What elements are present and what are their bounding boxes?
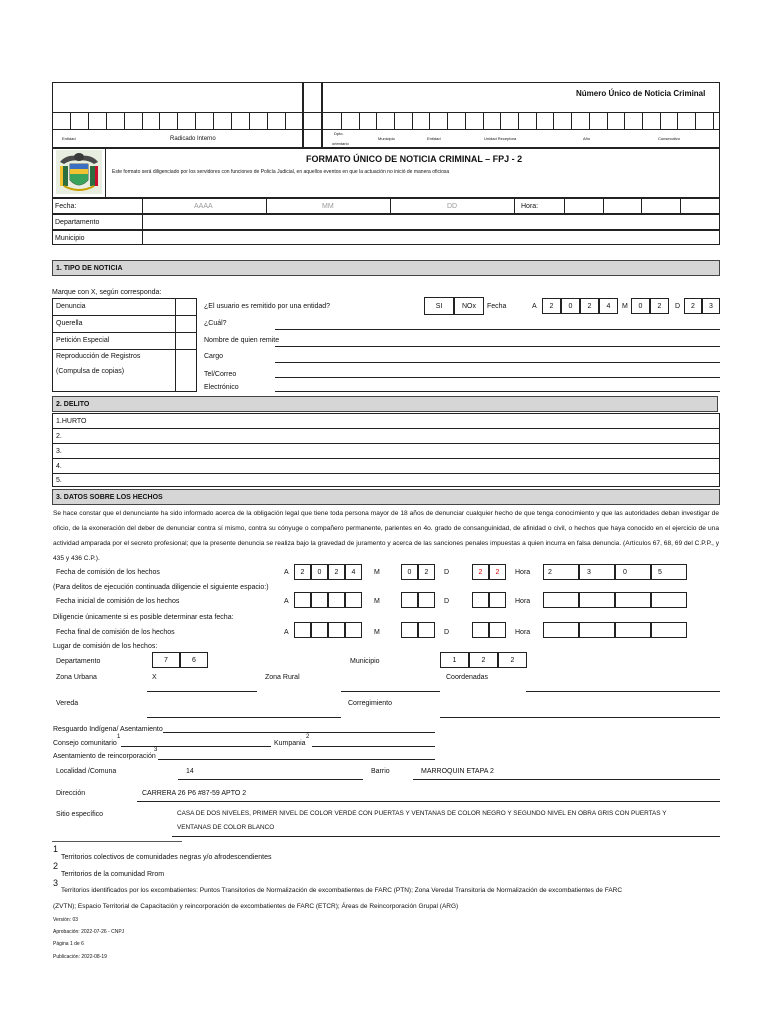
consejo-label: Consejo comunitario [53, 740, 117, 747]
cual-line[interactable] [275, 329, 720, 330]
zona-urbana-mark[interactable]: X [152, 674, 157, 681]
sitio-value-1[interactable]: CASA DE DOS NIVELES, PRIMER NIVEL DE COLOR VERDE CON PUERTAS Y VENTANAS DE COLOR NEGRO Y SEGUNDO NIVEL EN OBRA GRIS CON PUERTAS Y [177, 810, 667, 817]
anio-digit-1[interactable] [542, 298, 561, 314]
code-digit-cell-divider [607, 112, 608, 129]
marque-instruccion: Marque con X, según corresponda: [52, 289, 162, 296]
label-entidad: Entidad [62, 136, 76, 141]
fc-hora-3[interactable] [615, 564, 651, 580]
si-checkbox[interactable] [424, 297, 454, 315]
code-digit-cell-divider [303, 112, 304, 129]
footnote-3-text-b: (ZVTN); Espacio Territorial de Capacitación y reincorporación de excombatientes de FARC (ETCR); Áreas de Reincorporación Grupal (ARG) [53, 903, 459, 910]
mm-divider [390, 198, 391, 214]
anio-label: A [532, 303, 537, 310]
footnote-3-text-a: Territorios identificados por los excombatientes: Puntos Transitorios de Normalización de excombatientes de FARC (PTN); Zona Veredal Transitoria de Normalización de excombatientes de FARC [61, 887, 623, 894]
code-digit-cell-divider [429, 112, 430, 129]
code-digit-cell-divider [447, 112, 448, 129]
direccion-value[interactable]: CARRERA 26 P6 #87-59 APTO 2 [142, 790, 247, 797]
resguardo-line[interactable] [163, 732, 435, 733]
opcion-compulsa-copias: (Compulsa de copias) [56, 368, 125, 375]
municipio-row [52, 230, 720, 245]
fi-anio-1[interactable] [294, 592, 311, 608]
code-row-bottom [52, 129, 720, 130]
mm-placeholder: MM [322, 203, 334, 210]
fecha-comision-label: Fecha de comisión de los hechos [56, 569, 160, 576]
fc-m-label: M [374, 569, 380, 576]
code-digit-cell-divider [624, 112, 625, 129]
anio-digit-2-value: 0 [568, 302, 573, 310]
anio-digit-2[interactable] [561, 298, 580, 314]
zona-rural-line[interactable] [341, 691, 440, 692]
fi-a-label: A [284, 598, 289, 605]
code-row-top [52, 112, 720, 113]
localidad-label: Localidad /Comuna [56, 768, 117, 775]
ff-anio-1[interactable] [294, 622, 311, 638]
hora-label: Hora: [521, 203, 539, 210]
cual-label: ¿Cuál? [204, 320, 227, 327]
ff-d-label: D [444, 629, 450, 636]
fc-hora-4[interactable] [651, 564, 687, 580]
code-digit-cell-divider [213, 112, 214, 129]
label-anio: Año [583, 136, 591, 141]
nota-continuada: (Para delitos de ejecución continuada diligencie el siguiente espacio:) [53, 584, 269, 591]
pregunta-entidad: ¿El usuario es remitido por una entidad? [204, 303, 331, 310]
delito-divider-4 [52, 473, 720, 474]
opcion-peticion-especial[interactable]: Petición Especial [56, 337, 110, 344]
vereda-label: Vereda [56, 700, 79, 707]
mun-digit-2[interactable] [469, 652, 498, 668]
fi-d-label: D [444, 598, 450, 605]
section-1-title: 1. TIPO DE NOTICIA [56, 264, 123, 272]
ff-mes-1[interactable] [401, 622, 418, 638]
ff-hora-4[interactable] [651, 622, 687, 638]
opcion-denuncia[interactable]: Denuncia [56, 303, 86, 310]
label-orientario: orientario [332, 141, 349, 146]
pagina-text: Página 1 de 6 [53, 941, 84, 947]
ff-a-label: A [284, 629, 289, 636]
dia-digit-1[interactable] [684, 298, 702, 314]
si-label: SI [435, 302, 443, 310]
label-unidad-receptora: Unidad Receptora [484, 136, 517, 141]
code-digit-cell-divider [195, 112, 196, 129]
fc-dia-1[interactable] [472, 564, 489, 580]
hora-cell-2 [641, 198, 642, 214]
footnote-2-text: Territorios de la comunidad Rrom [61, 871, 165, 878]
aprobacion-text: Aprobación: 2022-07-26 - CNPJ [53, 929, 125, 935]
sitio-line [172, 836, 720, 837]
mes-digit-1[interactable] [631, 298, 650, 314]
ff-anio-2[interactable] [311, 622, 328, 638]
code-digit-cell-divider [267, 112, 268, 129]
zona-urbana-label: Zona Urbana [56, 674, 97, 681]
code-digit-cell-divider [142, 112, 143, 129]
kumpania-superscript: 2 [306, 734, 310, 740]
fi-dia-1[interactable] [472, 592, 489, 608]
dep-digit-1-value: 7 [164, 656, 168, 664]
ff-mes-2[interactable] [418, 622, 435, 638]
hora-cell-3 [680, 198, 681, 214]
opcion-reproduccion-registros[interactable]: Reproducción de Registros [56, 353, 141, 360]
electronico-label: Electrónico [204, 384, 239, 391]
tel-correo-line[interactable] [275, 377, 720, 378]
coordenadas-line[interactable] [526, 691, 720, 692]
electronico-line[interactable] [275, 391, 720, 392]
fc-mes-1-value: 0 [407, 568, 412, 576]
opcion-querella[interactable]: Querella [56, 320, 83, 327]
anio-digit-3-value: 2 [587, 302, 592, 310]
anio-digit-1-value: 2 [549, 302, 554, 310]
asentamiento-line[interactable] [158, 759, 435, 760]
mun-digit-3[interactable] [498, 652, 527, 668]
mes-digit-1-value: 0 [638, 302, 643, 310]
cargo-line[interactable] [275, 362, 720, 363]
footnote-2-number: 2 [53, 861, 59, 871]
section-2-header [52, 396, 718, 412]
fc-mes-2[interactable] [418, 564, 435, 580]
footnote-1-number: 1 [53, 844, 59, 854]
label-consecutivo: Consecutivo [658, 136, 681, 141]
code-digit-cell-divider [52, 112, 53, 129]
kumpania-line[interactable] [312, 746, 435, 747]
no-checkbox[interactable] [454, 297, 484, 315]
nota-fecha-final: Diligencie únicamente si es posible determinar esta fecha: [53, 614, 234, 621]
code-digit-cell-divider [359, 112, 360, 129]
asentamiento-label: Asentamiento de reincorporación [53, 753, 156, 760]
code-digit-cell-divider [341, 112, 342, 129]
code-digit-cell-divider [518, 112, 519, 129]
nombre-remite-label: Nombre de quien remite [204, 337, 280, 344]
version-text: Versión: 03 [53, 917, 79, 923]
coordenadas-label: Coordenadas [446, 674, 489, 681]
delito-divider-3 [52, 458, 720, 459]
fc-hora-2-value: 3 [587, 568, 591, 576]
fi-hora-label: Hora [515, 598, 531, 605]
resguardo-label: Resguardo Indígena/ Asentamiento [53, 726, 163, 733]
fc-hora-3-value: 0 [623, 568, 627, 576]
dep-digit-1[interactable] [152, 652, 180, 668]
aaaa-placeholder: AAAA [194, 203, 213, 210]
section-1-header [52, 260, 720, 276]
aviso-legal-parrafo: Se hace constar que el denunciante ha sido informado acerca de la obligación legal que tiene toda persona mayor de 18 años de denunciar cualquier hecho de que tenga conocimiento y que las autoridades deban investigar de oficio, de la exoneración del deber de denunciar contra sí mismo, contra su cónyuge o compañero permanente, parientes en 4o. grado de consanguinidad, de afinidad o civil, o hechos que haya conocido en el ejercicio de una actividad amparada por el secreto profesional; que la presente denuncia se realiza bajo la gravedad de juramento y acerca de las sanciones penales impuestas a quien incurra en falsa denuncia. (Artículos 67, 68, 69 del C.P.P., y 435 y 436 C.P.). [53, 510, 719, 562]
fecha-label: Fecha: [55, 203, 77, 210]
asentamiento-superscript: 3 [154, 747, 158, 753]
dia-digit-2[interactable] [702, 298, 720, 314]
fi-hora-4[interactable] [651, 592, 687, 608]
code-digit-cell-divider [231, 112, 232, 129]
fc-mes-2-value: 2 [424, 568, 429, 576]
code-digit-cell-divider [177, 112, 178, 129]
form-subtitle: Este formato será diligenciado por los servidores con funciones de Policía Judicial, en aquellos eventos en que la actuación no inició de manera oficiosa [112, 169, 450, 175]
corregimiento-label: Corregimiento [348, 700, 392, 707]
fi-dia-2[interactable] [489, 592, 506, 608]
dep-digit-2[interactable] [180, 652, 208, 668]
dia-digit-2-value: 3 [709, 302, 713, 310]
dia-digit-1-value: 2 [691, 302, 695, 310]
localidad-line [178, 779, 363, 780]
sitio-value-2[interactable]: VENTANAS DE COLOR BLANCO [177, 824, 275, 831]
fc-a-label: A [284, 569, 289, 576]
colombia-coat-of-arms-icon [56, 150, 102, 194]
mes-digit-2[interactable] [650, 298, 669, 314]
fi-anio-4[interactable] [345, 592, 362, 608]
fc-anio-1-value: 2 [300, 568, 305, 576]
fi-anio-3[interactable] [328, 592, 345, 608]
fc-mes-1[interactable] [401, 564, 418, 580]
code-digit-cell-divider [70, 112, 71, 129]
label-col-divider [142, 198, 143, 245]
barrio-label: Barrio [371, 768, 390, 775]
code-digit-cell-divider [88, 112, 89, 129]
fc-anio-3[interactable] [328, 564, 345, 580]
fc-anio-4[interactable] [345, 564, 362, 580]
lugar-departamento-label: Departamento [56, 658, 101, 665]
ff-hora-2[interactable] [579, 622, 615, 638]
code-digit-cell-divider [553, 112, 554, 129]
nombre-remite-line[interactable] [275, 346, 720, 347]
ff-anio-3[interactable] [328, 622, 345, 638]
fi-anio-2[interactable] [311, 592, 328, 608]
mun-digit-1-value: 1 [452, 656, 457, 664]
kumpania-label: Kumpania [274, 740, 306, 747]
code-digit-cell-divider [106, 112, 107, 129]
code-digit-cell-divider [249, 112, 250, 129]
numero-unico-title: Número Único de Noticia Criminal [576, 89, 706, 98]
barrio-value[interactable]: MARROQUIN ETAPA 2 [421, 768, 494, 775]
aaaa-divider [266, 198, 267, 214]
fc-hora-2[interactable] [579, 564, 615, 580]
delito-5[interactable]: 5. [56, 477, 62, 484]
delito-2[interactable]: 2. [56, 433, 62, 440]
barrio-line [413, 779, 720, 780]
localidad-value[interactable]: 14 [186, 768, 194, 775]
footnote-3-number: 3 [53, 878, 59, 888]
code-digit-cell-divider [500, 112, 501, 129]
label-entidad-2: Entidad [427, 136, 441, 141]
consejo-superscript: 1 [117, 734, 121, 740]
fi-hora-3[interactable] [615, 592, 651, 608]
zona-urbana-line[interactable] [147, 691, 257, 692]
fi-mes-2[interactable] [418, 592, 435, 608]
section-3-title: 3. DATOS SOBRE LOS HECHOS [56, 493, 163, 501]
fc-dia-1-value: 2 [478, 568, 483, 576]
code-digit-cell-divider [589, 112, 590, 129]
code-digit-cell-divider [394, 112, 395, 129]
delitos-table [52, 413, 720, 487]
fc-hora-4-value: 5 [658, 568, 662, 576]
code-digit-cell-divider [159, 112, 160, 129]
hora-cell-1 [603, 198, 604, 214]
code-digit-cell-divider [642, 112, 643, 129]
departamento-label: Departamento [55, 219, 100, 226]
municipio-label: Municipio [55, 235, 85, 242]
fc-anio-3-value: 2 [334, 568, 339, 576]
publicacion-text: Publicación: 2022-08-19 [53, 954, 107, 960]
dep-digit-2-value: 6 [192, 656, 196, 664]
dia-label: D [675, 303, 681, 310]
anio-digit-4[interactable] [599, 298, 618, 314]
fi-mes-1[interactable] [401, 592, 418, 608]
ff-m-label: M [374, 629, 380, 636]
fecha-row [52, 198, 720, 214]
fi-hora-1[interactable] [543, 592, 579, 608]
section-2-title: 2. DELITO [56, 400, 90, 408]
code-digit-cell-divider [695, 112, 696, 129]
zona-rural-label: Zona Rural [265, 674, 300, 681]
footnote-1-text: Territorios colectivos de comunidades negras y/o afrodescendientes [61, 854, 272, 861]
form-title: FORMATO ÚNICO DE NOTICIA CRIMINAL – FPJ - 2 [306, 154, 523, 164]
fi-m-label: M [374, 598, 380, 605]
delito-3[interactable]: 3. [56, 448, 62, 455]
fc-anio-2-value: 0 [317, 568, 322, 576]
vereda-line[interactable] [147, 717, 341, 718]
code-digit-cell-divider [660, 112, 661, 129]
lugar-comision-label: Lugar de comisión de los hechos: [53, 643, 158, 650]
label-radicado-interno: Radicado Interno [170, 136, 216, 142]
tipo-mark-column [175, 298, 176, 392]
no-label: NOx [462, 302, 476, 310]
sitio-label: Sitio específico [56, 811, 104, 818]
fc-hora-1-value: 2 [548, 568, 552, 576]
dd-placeholder: DD [447, 203, 458, 210]
mun-digit-2-value: 2 [481, 656, 486, 664]
logo-divider [105, 148, 106, 198]
ff-dia-1[interactable] [472, 622, 489, 638]
code-digit-cell-divider [483, 112, 484, 129]
lugar-municipio-label: Municipio [350, 658, 380, 665]
corregimiento-line[interactable] [440, 717, 720, 718]
fc-hora-1[interactable] [543, 564, 579, 580]
label-municipio: Municipio [378, 136, 395, 141]
code-digit-cell-divider [285, 112, 286, 129]
delito-divider-2 [52, 443, 720, 444]
mun-digit-1[interactable] [440, 652, 469, 668]
code-digit-cell-divider [571, 112, 572, 129]
anio-digit-3[interactable] [580, 298, 599, 314]
fecha-inicial-label: Fecha inicial de comisión de los hechos [56, 598, 180, 605]
cargo-label: Cargo [204, 353, 224, 360]
delito-1[interactable]: 1.HURTO [56, 418, 87, 425]
fecha-final-label: Fecha final de comisión de los hechos [56, 629, 175, 636]
consejo-line[interactable] [121, 746, 271, 747]
code-digit-cell-divider [536, 112, 537, 129]
departamento-row [52, 214, 720, 230]
dd-divider [514, 198, 515, 214]
delito-divider-1 [52, 428, 720, 429]
ff-anio-4[interactable] [345, 622, 362, 638]
anio-digit-4-value: 4 [606, 302, 611, 310]
code-digit-cell-divider [412, 112, 413, 129]
ff-dia-2[interactable] [489, 622, 506, 638]
code-digit-cell-divider [124, 112, 125, 129]
label-dpto: Dpto. [334, 131, 344, 136]
code-digit-cell-divider [677, 112, 678, 129]
code-digit-cell-divider [465, 112, 466, 129]
ff-hora-1[interactable] [543, 622, 579, 638]
fc-anio-4-value: 4 [351, 568, 356, 576]
header-separator-box [303, 82, 322, 148]
fc-d-label: D [444, 569, 450, 576]
footnote-separator [52, 841, 182, 842]
fc-anio-2[interactable] [311, 564, 328, 580]
mes-digit-2-value: 2 [657, 302, 662, 310]
code-digit-cell-divider [376, 112, 377, 129]
fc-hora-label: Hora [515, 569, 531, 576]
ff-hora-3[interactable] [615, 622, 651, 638]
code-digit-cell-divider [713, 112, 714, 129]
direccion-line [137, 801, 720, 802]
ff-hora-label: Hora [515, 629, 531, 636]
direccion-label: Dirección [56, 790, 86, 797]
section-3-header [52, 489, 720, 505]
fc-anio-1[interactable] [294, 564, 311, 580]
fecha-remision-label: Fecha [487, 303, 507, 310]
hora-divider [564, 198, 565, 214]
delito-4[interactable]: 4. [56, 463, 62, 470]
mun-digit-3-value: 2 [510, 656, 515, 664]
tel-correo-label: Tel/Correo [204, 371, 237, 378]
fc-dia-2-value: 2 [495, 568, 500, 576]
fi-hora-2[interactable] [579, 592, 615, 608]
fc-dia-2[interactable] [489, 564, 506, 580]
mes-label: M [622, 303, 628, 310]
